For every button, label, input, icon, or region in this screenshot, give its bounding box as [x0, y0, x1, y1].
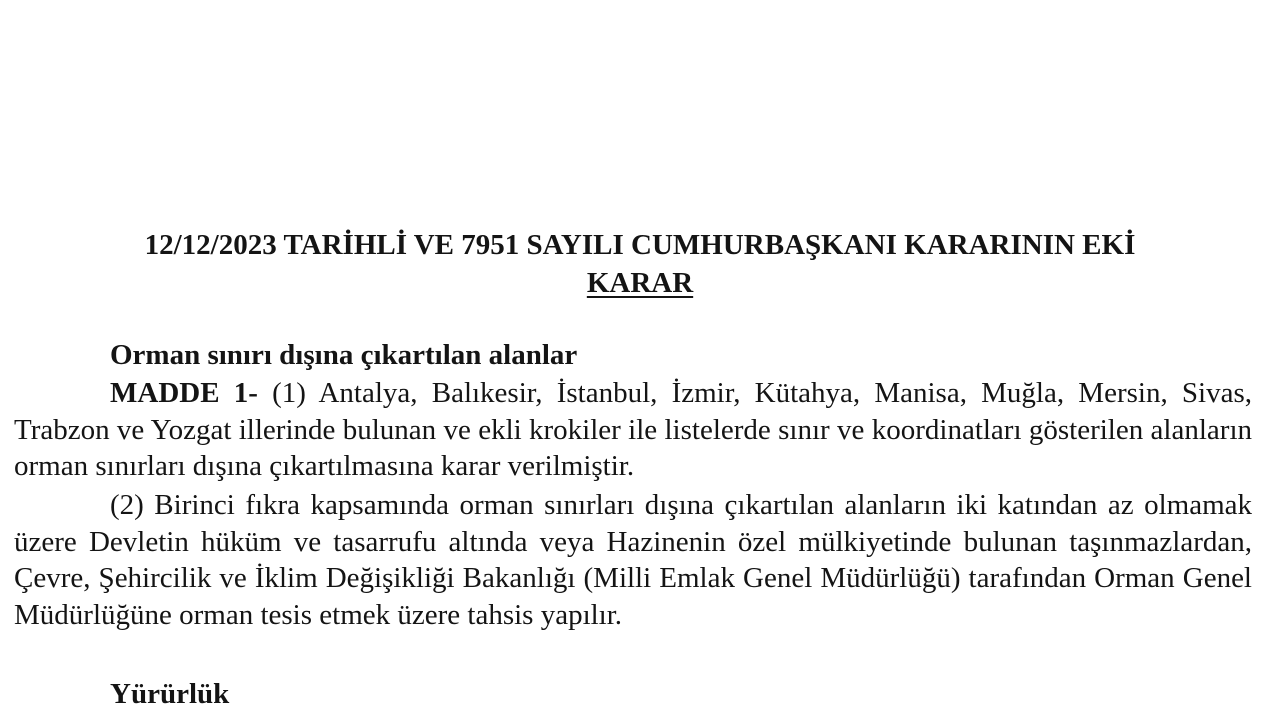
document-title: 12/12/2023 TARİHLİ VE 7951 SAYILI CUMHURBAŞKANI KARARININ EKİ	[144, 229, 1136, 261]
document-subtitle: KARAR	[586, 267, 694, 299]
section-heading-yururluk: Yürürlük	[110, 678, 230, 710]
article-1-paragraph-2: (2) Birinci fıkra kapsamında orman sınırları dışına çıkartılan alanların iki katından az olmamak üzere Devletin hüküm ve tasarrufu altında veya Hazinenin özel mülkiyetinde bulunan taşınmazlardan, Çevre, Şehircilik ve İklim Değişikliği Bakanlığı (Milli Emlak Genel Müdürlüğü) tarafından Orman Genel Müdürlüğüne orman tesis etmek üzere tahsis yapılır.	[14, 489, 1252, 631]
section-heading-orman-siniri: Orman sınırı dışına çıkartılan alanlar	[110, 339, 578, 371]
article-1-paragraph-1	[14, 375, 1252, 485]
article-label: MADDE 1-	[110, 377, 258, 409]
paragraph-1-text: (1) Antalya, Balıkesir, İstanbul, İzmir, Kütahya, Manisa, Muğla, Mersin, Sivas, Trabzon ve Yozgat illerinde bulunan ve ekli krokiler ile listelerde sınır ve koordinatları gösterilen alanların orman sınırları dışına çıkartılmasına karar verilmiştir.	[14, 377, 1252, 482]
